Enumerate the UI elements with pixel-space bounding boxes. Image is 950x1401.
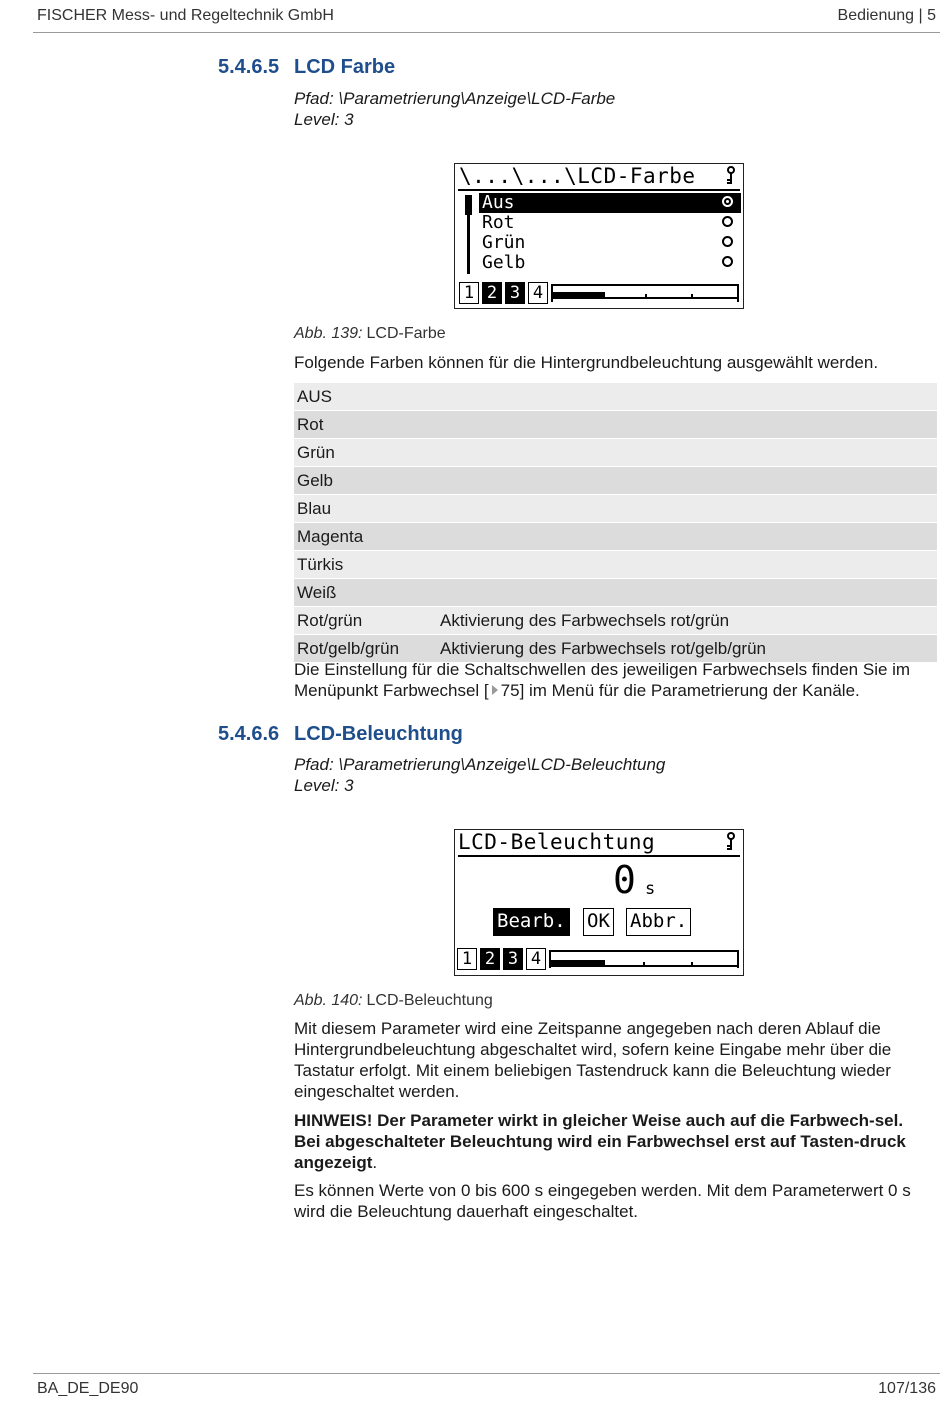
page-reference-link[interactable]: 75 xyxy=(500,681,520,700)
description-text: Mit diesem Parameter wird eine Zeitspanne angegeben nach deren Ablauf die Hintergrundbeleuchtung abgeschaltet wird, sofern keine Eingabe mehr über die Tastatur erfolgt. Mit einem beliebigen Tastendruck kann die Beleuchtung wieder eingeschaltet werden. xyxy=(294,1019,892,1101)
lcd-menu-item-aus[interactable]: Aus xyxy=(479,193,741,213)
lcd-channel-3: 3 xyxy=(503,948,523,970)
lcd-channel-3: 3 xyxy=(505,282,525,304)
radio-selected-icon xyxy=(722,196,733,207)
page-number: 107/136 xyxy=(878,1380,936,1397)
cancel-button[interactable]: Abbr. xyxy=(626,908,691,936)
lcd-bargraph-fill xyxy=(549,960,605,965)
lcd-channel-2: 2 xyxy=(482,282,502,304)
lcd-bargraph-top xyxy=(551,284,737,286)
section-heading-lcd-beleuchtung xyxy=(218,723,463,746)
color-change-text: Die Einstellung für die Schaltschwellen des jeweiligen Farbwechsels finden Sie im Menüpunkt Farbwechsel [ 75] im Menü für die Parametrierung der Kanäle. xyxy=(294,660,911,700)
ok-button[interactable]: OK xyxy=(583,908,614,936)
radio-icon xyxy=(722,256,733,267)
company-name: FISCHER Mess- und Regeltechnik GmbH xyxy=(37,7,334,24)
link-arrow-icon xyxy=(492,685,498,695)
key-icon xyxy=(725,832,737,857)
note-text: HINWEIS! Der Parameter wirkt in gleicher Weise auch auf die Farbwech-sel. Bei abgeschalteter Beleuchtung wird ein Farbwechsel erst auf Tasten-druck angezeigt. xyxy=(294,1111,906,1172)
section-meta xyxy=(294,754,665,796)
section-number: 5.4.6.5 xyxy=(218,56,280,78)
section-title: LCD Farbe xyxy=(294,56,396,78)
lcd-channel-2: 2 xyxy=(480,948,500,970)
lcd-menu-item-rot[interactable]: Rot xyxy=(479,213,741,233)
radio-icon xyxy=(722,216,733,227)
table-row: Türkis xyxy=(294,551,937,579)
section-title: LCD-Beleuchtung xyxy=(294,723,463,745)
lcd-bargraph-tick xyxy=(691,962,693,966)
table-row: AUS xyxy=(294,383,937,411)
section-meta xyxy=(294,88,615,130)
lcd-screen-farbe xyxy=(454,163,744,309)
intro-text: Folgende Farben können für die Hintergrundbeleuchtung ausgewählt werden. xyxy=(294,353,879,372)
lcd-channel-4: 4 xyxy=(528,282,548,304)
table-row: Rot xyxy=(294,411,937,439)
table-row: Grün xyxy=(294,439,937,467)
figure-caption-140: Abb. 140: LCD-Beleuchtung xyxy=(294,992,493,1009)
page-footer xyxy=(33,1373,940,1397)
lcd-menu-item-gruen[interactable]: Grün xyxy=(479,233,741,253)
section-label: Bedienung | 5 xyxy=(837,7,936,24)
table-row: Gelb xyxy=(294,467,937,495)
table-row: Rot/grün Aktivierung des Farbwechsels rot/grün xyxy=(294,607,937,635)
section-heading-lcd-farbe xyxy=(218,56,395,79)
lcd-bargraph-top xyxy=(549,950,737,952)
table-row: Blau xyxy=(294,495,937,523)
value-range-text: Es können Werte von 0 bis 600 s eingegeben werden. Mit dem Parameterwert 0 s wird die Beleuchtung dauerhaft eingeschaltet. xyxy=(294,1181,911,1221)
lcd-channel-1: 1 xyxy=(457,948,477,970)
figure-caption-139: Abb. 139: LCD-Farbe xyxy=(294,325,446,342)
table-row: Rot/gelb/grün Aktivierung des Farbwechsels rot/gelb/grün xyxy=(294,635,937,663)
lcd-scroll-thumb xyxy=(465,195,472,215)
lcd-value: 0 xyxy=(613,858,636,902)
lcd-title-divider xyxy=(458,855,740,857)
table-row: Magenta xyxy=(294,523,937,551)
lcd-bargraph-tick xyxy=(643,962,645,966)
lcd-bargraph-fill xyxy=(551,292,605,297)
edit-button[interactable]: Bearb. xyxy=(493,908,570,936)
table-row: Weiß xyxy=(294,579,937,607)
lcd-channel-1: 1 xyxy=(459,282,479,304)
lcd-menu-item-gelb[interactable]: Gelb xyxy=(479,253,741,273)
radio-icon xyxy=(722,236,733,247)
lcd-title: LCD-Beleuchtung xyxy=(458,830,656,854)
color-table xyxy=(294,383,937,662)
lcd-bargraph-tick xyxy=(691,294,693,298)
access-level: Level: 3 xyxy=(294,110,354,129)
lcd-unit: s xyxy=(645,879,656,899)
section-number: 5.4.6.6 xyxy=(218,723,280,745)
lcd-screen-beleuchtung xyxy=(454,829,744,976)
lcd-bargraph-tick xyxy=(645,294,647,298)
menu-path: Pfad: \Parametrierung\Anzeige\LCD-Beleuchtung xyxy=(294,755,666,774)
document-id: BA_DE_DE90 xyxy=(37,1380,139,1397)
menu-path: Pfad: \Parametrierung\Anzeige\LCD-Farbe xyxy=(294,89,616,108)
access-level: Level: 3 xyxy=(294,776,354,795)
key-icon xyxy=(725,166,737,191)
lcd-title-divider xyxy=(458,189,740,191)
page-header xyxy=(33,0,940,33)
lcd-title: \...\...\LCD-Farbe xyxy=(459,164,696,188)
lcd-channel-4: 4 xyxy=(526,948,546,970)
lcd-bargraph-end xyxy=(737,284,739,302)
